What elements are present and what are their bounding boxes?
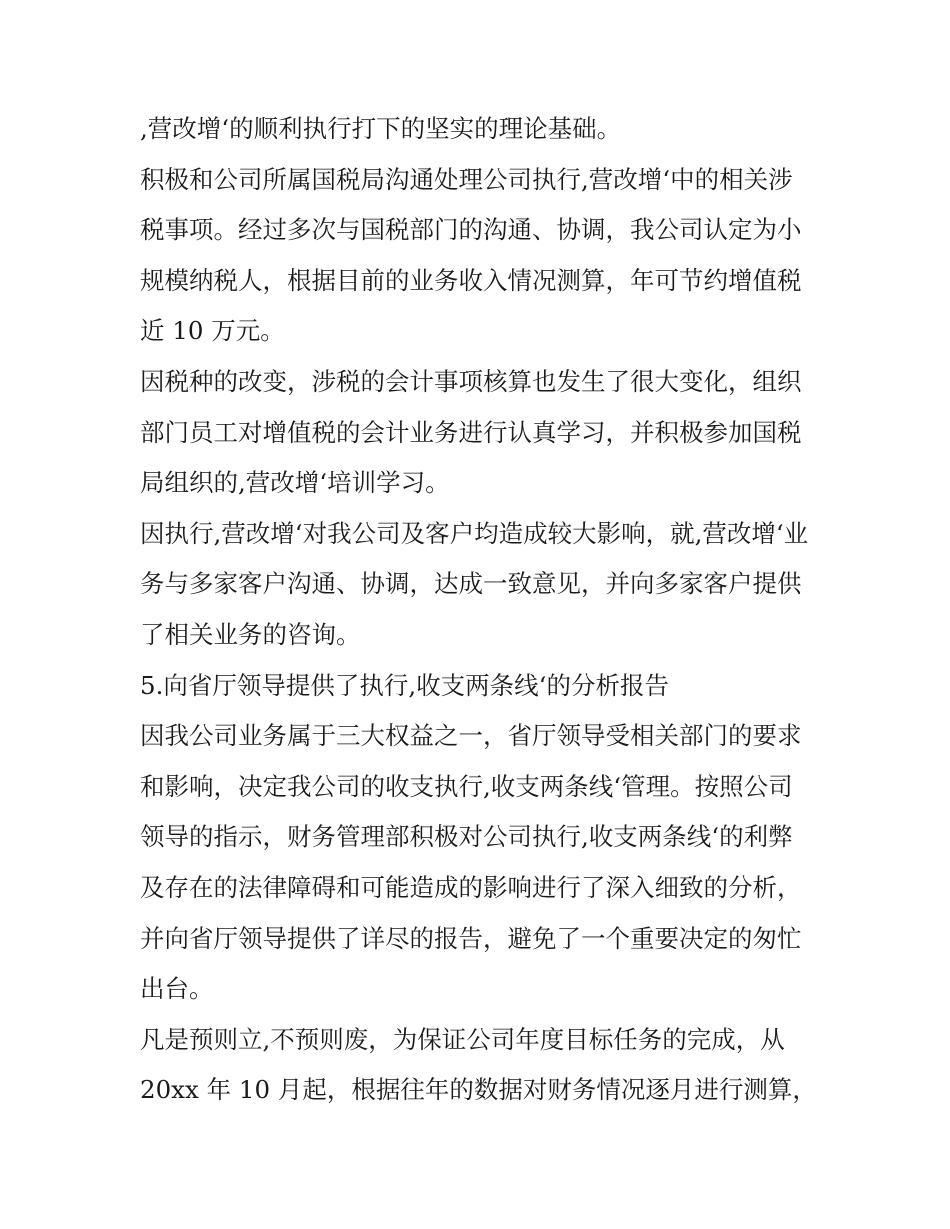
text-line: 了相关业务的咨询。 bbox=[140, 619, 361, 649]
text-line: 务与多家客户沟通、协调，达成一致意见，并向多家客户提供 bbox=[140, 569, 802, 599]
text-line: 因我公司业务属于三大权益之一，省厅领导受相关部门的要求 bbox=[140, 721, 802, 751]
text-line: 税事项。经过多次与国税部门的沟通、协调，我公司认定为小 bbox=[140, 215, 802, 245]
text-line: 出台。 bbox=[140, 974, 214, 1004]
text-line: ,营改增‘的顺利执行打下的坚实的理论基础。 bbox=[140, 114, 622, 143]
text-line: 20xx 年 10 月起，根据往年的数据对财务情况逐月进行测算， bbox=[140, 1075, 817, 1105]
text-line: 因税种的改变，涉税的会计事项核算也发生了很大变化，组织 bbox=[140, 366, 802, 396]
paragraph-1 bbox=[140, 104, 820, 155]
text-line: 积极和公司所属国税局沟通处理公司执行,营改增‘中的相关涉 bbox=[140, 164, 793, 194]
text-line: 部门员工对增值税的会计业务进行认真学习，并积极参加国税 bbox=[140, 417, 802, 447]
paragraph-3 bbox=[140, 357, 820, 509]
text-line: 5.向省厅领导提供了执行,收支两条线‘的分析报告 bbox=[140, 670, 669, 700]
document-body bbox=[140, 104, 820, 1116]
text-line: 近 10 万元。 bbox=[140, 316, 285, 346]
text-line: 凡是预则立,不预则废，为保证公司年度目标任务的完成，从 bbox=[140, 1024, 785, 1054]
text-line: 领导的指示，财务管理部积极对公司执行,收支两条线‘的利弊 bbox=[140, 822, 793, 852]
paragraph-2 bbox=[140, 155, 820, 357]
section-heading bbox=[140, 661, 820, 712]
text-line: 局组织的,营改增‘培训学习。 bbox=[140, 468, 450, 498]
paragraph-4 bbox=[140, 509, 820, 661]
text-line: 因执行,营改增‘对我公司及客户均造成较大影响，就,营改增‘业 bbox=[140, 518, 809, 548]
text-line: 及存在的法律障碍和可能造成的影响进行了深入细致的分析， bbox=[140, 872, 802, 902]
text-line: 并向省厅领导提供了详尽的报告，避免了一个重要决定的匆忙 bbox=[140, 923, 802, 953]
text-line: 规模纳税人，根据目前的业务收入情况测算，年可节约增值税 bbox=[140, 265, 802, 295]
paragraph-6 bbox=[140, 1015, 820, 1116]
paragraph-5 bbox=[140, 711, 820, 1015]
text-line: 和影响，决定我公司的收支执行,收支两条线‘管理。按照公司 bbox=[140, 771, 793, 801]
